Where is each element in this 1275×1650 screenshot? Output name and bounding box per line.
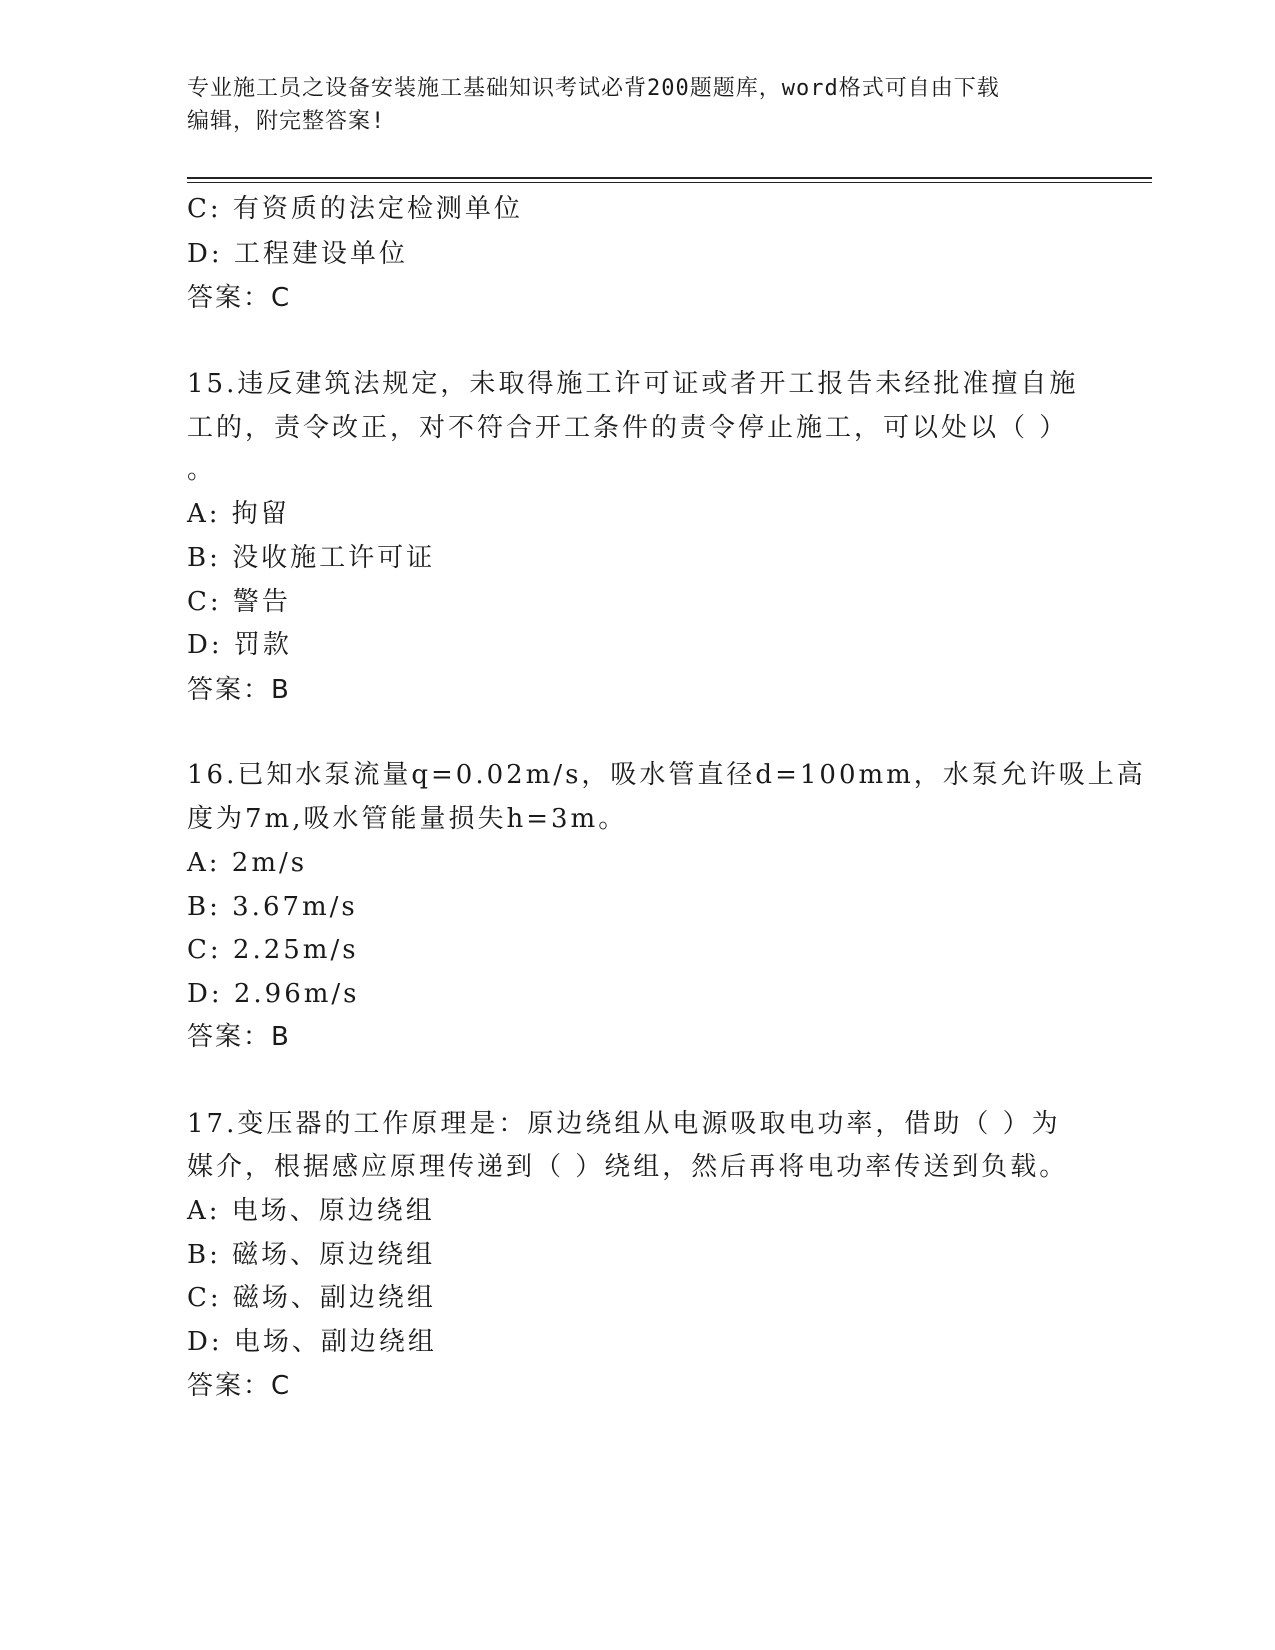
page-header xyxy=(187,72,1087,138)
q15-answer: 答案：B xyxy=(187,675,291,705)
q14-answer: 答案：C xyxy=(187,283,292,313)
q17-option-a: A: 电场、原边绕组 xyxy=(187,1196,435,1226)
q15-option-b: B: 没收施工许可证 xyxy=(187,543,436,573)
q17-stem-line-2: 媒介，根据感应原理传递到（ ）绕组，然后再将电功率传送到负载。 xyxy=(187,1152,1069,1182)
q17-option-d: D: 电场、副边绕组 xyxy=(187,1327,437,1357)
header-title-line-2: 编辑，附完整答案! xyxy=(187,109,386,134)
q16-stem-line-2: 度为7m,吸水管能量损失h=3m。 xyxy=(187,804,628,834)
q15-stem-line-1: 15.违反建筑法规定，未取得施工许可证或者开工报告未经批准擅自施 xyxy=(187,369,1079,399)
q17-answer: 答案：C xyxy=(187,1371,292,1401)
q16-answer: 答案：B xyxy=(187,1022,291,1052)
q16-option-d: D: 2.96m/s xyxy=(187,979,360,1009)
q17-option-b: B: 磁场、原边绕组 xyxy=(187,1240,436,1270)
header-title-line-1: 专业施工员之设备安装施工基础知识考试必背200题题库，word格式可自由下载 xyxy=(187,76,1000,101)
q15-option-d: D: 罚款 xyxy=(187,630,292,660)
header-divider-thin xyxy=(187,182,1152,183)
q15-option-c: C: 警告 xyxy=(187,587,291,617)
q15-stem-line-3: 。 xyxy=(187,455,217,485)
q16-option-a: A: 2m/s xyxy=(187,848,308,878)
q16-option-c: C: 2.25m/s xyxy=(187,935,359,965)
q14-option-c: C: 有资质的法定检测单位 xyxy=(187,194,523,224)
q17-stem-line-1: 17.变压器的工作原理是：原边绕组从电源吸取电功率，借助（ ）为 xyxy=(187,1109,1061,1139)
q15-option-a: A: 拘留 xyxy=(187,499,290,529)
q16-stem-line-1: 16.已知水泵流量q=0.02m/s，吸水管直径d=100mm，水泵允许吸上高 xyxy=(187,760,1146,790)
header-divider-thick xyxy=(187,177,1152,179)
q14-option-d: D: 工程建设单位 xyxy=(187,239,408,269)
q15-stem-line-2: 工的，责令改正，对不符合开工条件的责令停止施工，可以处以（ ） xyxy=(187,413,1069,443)
q17-option-c: C: 磁场、副边绕组 xyxy=(187,1283,436,1313)
q16-option-b: B: 3.67m/s xyxy=(187,892,358,922)
